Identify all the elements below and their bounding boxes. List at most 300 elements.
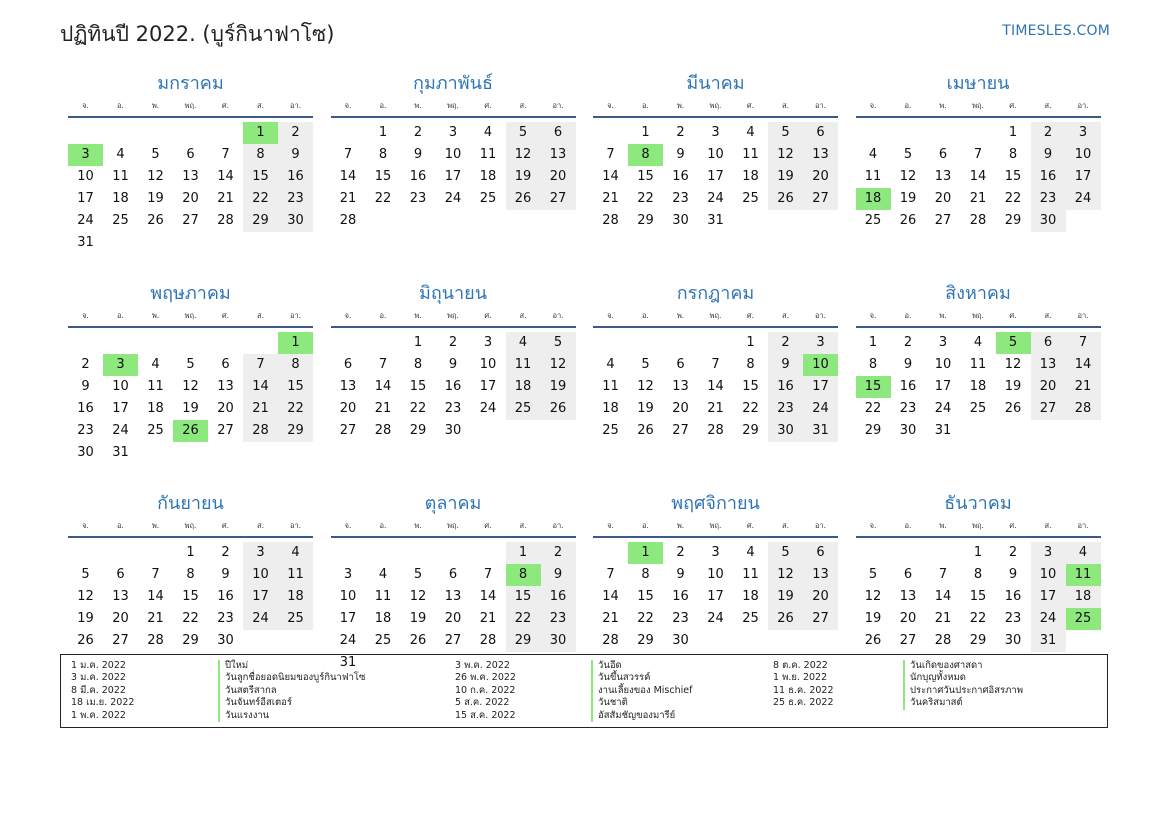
day-grid — [593, 122, 838, 232]
month-name: กรกฎาคม — [676, 283, 755, 304]
day-cell: 2 — [278, 122, 313, 144]
day-cell: 11 — [864, 169, 882, 184]
weekday-label: อา. — [1077, 101, 1089, 110]
day-cell: 2 — [413, 125, 423, 140]
day-grid — [331, 122, 576, 232]
day-cell: 14 — [707, 379, 724, 394]
day-cell: 29 — [243, 210, 278, 232]
weekday-label: ส. — [782, 521, 789, 530]
day-cell: 16 — [409, 169, 427, 184]
day-cell: 24 — [934, 401, 952, 416]
weekday-label: จ. — [82, 311, 89, 320]
day-cell: 20 — [182, 191, 199, 206]
month-calendar — [593, 72, 838, 254]
day-cell: 30 — [672, 633, 689, 648]
day-cell: 9 — [676, 567, 685, 582]
day-cell: 26 — [864, 633, 882, 648]
day-cell: 17 — [479, 379, 497, 394]
day-cell: 29 — [1004, 213, 1022, 228]
day-cell: 20 — [112, 611, 129, 626]
empty-cell — [926, 542, 961, 564]
day-cell: 12 — [541, 354, 576, 376]
day-cell: 16 — [278, 166, 313, 188]
day-cell: 12 — [768, 564, 803, 586]
month-name: ตุลาคม — [424, 493, 482, 514]
day-cell: 21 — [243, 398, 278, 420]
day-cell: 23 — [899, 401, 917, 416]
empty-cell — [366, 332, 401, 354]
month-calendar — [68, 492, 313, 674]
day-cell: 4 — [606, 357, 615, 372]
day-cell: 2 — [448, 335, 458, 350]
day-cell: 25 — [112, 213, 129, 228]
holiday-date: 11 ธ.ค. 2022 — [773, 684, 834, 696]
day-cell: 1 — [746, 335, 755, 350]
weekday-label: พ. — [676, 311, 685, 320]
day-cell: 27 — [444, 633, 462, 648]
day-cell: 5 — [81, 567, 90, 582]
day-cell: 27 — [182, 213, 199, 228]
day-cell: 25 — [864, 213, 882, 228]
day-grid — [856, 542, 1101, 652]
day-cell: 11 — [374, 589, 392, 604]
day-cell: 6 — [186, 147, 195, 162]
holiday-date: 15 ส.ค. 2022 — [455, 709, 516, 721]
day-cell: 10 — [1066, 144, 1101, 166]
day-cell: 26 — [768, 608, 803, 630]
weekday-label: พฤ. — [972, 521, 984, 530]
month-calendar — [856, 282, 1101, 464]
day-cell: 26 — [77, 633, 94, 648]
day-cell: 11 — [112, 169, 129, 184]
holiday-day-cell: 3 — [68, 144, 103, 166]
day-cell: 20 — [541, 166, 576, 188]
day-cell: 29 — [182, 633, 199, 648]
day-cell: 23 — [444, 401, 462, 416]
day-cell: 16 — [1031, 166, 1066, 188]
day-cell: 1 — [641, 125, 650, 140]
holiday-day-cell: 3 — [103, 354, 138, 376]
day-cell: 13 — [541, 144, 576, 166]
day-cell: 27 — [672, 423, 689, 438]
day-cell: 25 — [969, 401, 987, 416]
weekday-label: ส. — [519, 311, 527, 320]
weekday-label: พ. — [676, 521, 685, 530]
day-cell: 31 — [112, 445, 129, 460]
legend-date-column — [71, 660, 134, 722]
day-cell: 4 — [1066, 542, 1101, 564]
day-cell: 17 — [112, 401, 129, 416]
day-cell: 1 — [973, 545, 983, 560]
day-cell: 16 — [899, 379, 917, 394]
weekday-label: พ. — [939, 101, 947, 110]
weekday-label: จ. — [869, 521, 877, 530]
day-cell: 24 — [112, 423, 129, 438]
month-calendar — [593, 492, 838, 674]
day-cell: 19 — [864, 611, 882, 626]
empty-cell — [68, 332, 103, 354]
weekday-header — [593, 96, 838, 118]
empty-cell — [208, 122, 243, 144]
day-cell: 22 — [409, 401, 427, 416]
day-cell: 30 — [672, 213, 689, 228]
day-cell: 18 — [374, 611, 392, 626]
empty-cell — [891, 122, 926, 144]
day-cell: 21 — [217, 191, 234, 206]
day-cell: 19 — [1004, 379, 1022, 394]
weekday-label: อ. — [379, 101, 387, 110]
day-cell: 30 — [899, 423, 917, 438]
weekday-label: อา. — [814, 311, 827, 320]
empty-cell — [173, 122, 208, 144]
day-cell: 13 — [899, 589, 917, 604]
weekday-label: ส. — [519, 521, 527, 530]
weekday-label: จ. — [344, 101, 352, 110]
day-cell: 26 — [409, 633, 427, 648]
day-cell: 15 — [506, 586, 541, 608]
empty-cell — [593, 542, 628, 564]
day-cell: 7 — [938, 567, 948, 582]
holiday-name: วันลูกชื่อยอดนิยมของบูร์กินาฟาโซ — [218, 672, 365, 684]
day-cell: 2 — [1008, 545, 1018, 560]
day-cell: 13 — [182, 169, 199, 184]
day-cell: 29 — [506, 630, 541, 652]
day-cell: 23 — [278, 188, 313, 210]
empty-cell — [628, 332, 663, 354]
day-cell: 25 — [374, 633, 392, 648]
day-cell: 11 — [506, 354, 541, 376]
holiday-date: 8 มี.ค. 2022 — [71, 684, 126, 696]
day-cell: 26 — [506, 188, 541, 210]
weekday-label: อา. — [552, 101, 564, 110]
day-cell: 8 — [413, 357, 423, 372]
month-calendar — [856, 72, 1101, 254]
day-cell: 19 — [768, 586, 803, 608]
day-grid — [856, 122, 1101, 232]
holiday-date: 10 ก.ค. 2022 — [455, 684, 516, 696]
day-cell: 11 — [278, 564, 313, 586]
day-cell: 5 — [641, 357, 650, 372]
day-cell: 24 — [803, 398, 838, 420]
day-cell: 9 — [278, 144, 313, 166]
day-cell: 13 — [672, 379, 689, 394]
day-cell: 30 — [1031, 210, 1066, 232]
weekday-label: อา. — [814, 101, 827, 110]
day-cell: 7 — [221, 147, 230, 162]
day-cell: 2 — [768, 332, 803, 354]
day-cell: 25 — [742, 191, 759, 206]
day-cell: 21 — [707, 401, 724, 416]
day-cell: 3 — [1066, 122, 1101, 144]
empty-cell — [471, 542, 506, 564]
weekday-label: จ. — [607, 101, 614, 110]
day-cell: 24 — [339, 633, 357, 648]
weekday-header — [593, 306, 838, 328]
day-cell: 27 — [899, 633, 917, 648]
day-cell: 24 — [243, 608, 278, 630]
weekday-label: อ. — [642, 101, 649, 110]
day-grid — [68, 542, 313, 652]
weekday-label: พ. — [414, 521, 422, 530]
day-cell: 27 — [339, 423, 357, 438]
day-cell: 11 — [479, 147, 497, 162]
day-cell: 15 — [969, 589, 987, 604]
day-cell: 11 — [742, 567, 759, 582]
holiday-name: ประกาศวันประกาศอิสรภาพ — [903, 685, 1023, 697]
weekday-label: พ. — [939, 311, 947, 320]
day-cell: 1 — [1008, 125, 1018, 140]
day-cell: 4 — [483, 125, 493, 140]
day-cell: 19 — [506, 166, 541, 188]
day-cell: 13 — [803, 144, 838, 166]
holiday-name: วันขึ้นสวรรค์ — [591, 672, 692, 684]
day-cell: 7 — [343, 147, 353, 162]
month-name: พฤศจิกายน — [671, 493, 760, 514]
day-cell: 29 — [969, 633, 987, 648]
empty-cell — [663, 332, 698, 354]
day-cell: 4 — [746, 545, 755, 560]
day-cell: 16 — [1004, 589, 1022, 604]
day-cell: 27 — [803, 608, 838, 630]
day-cell: 10 — [243, 564, 278, 586]
day-cell: 1 — [506, 542, 541, 564]
day-cell: 12 — [77, 589, 94, 604]
weekday-label: ส. — [257, 311, 264, 320]
weekday-label: จ. — [607, 521, 614, 530]
day-cell: 23 — [768, 398, 803, 420]
day-cell: 19 — [182, 401, 199, 416]
holiday-date: 3 ม.ค. 2022 — [71, 672, 126, 684]
day-cell: 6 — [803, 122, 838, 144]
empty-cell — [856, 122, 891, 144]
day-cell: 14 — [217, 169, 234, 184]
day-cell: 18 — [602, 401, 619, 416]
day-cell: 14 — [602, 589, 619, 604]
holiday-name: วันคริสมาสต์ — [903, 697, 1023, 709]
day-cell: 10 — [112, 379, 129, 394]
day-cell: 13 — [1031, 354, 1066, 376]
day-cell: 21 — [147, 611, 164, 626]
holiday-legend — [60, 654, 1108, 728]
day-cell: 7 — [483, 567, 493, 582]
day-cell: 17 — [444, 169, 462, 184]
day-cell: 3 — [243, 542, 278, 564]
weekday-header — [331, 306, 576, 328]
empty-cell — [331, 332, 366, 354]
day-cell: 28 — [1066, 398, 1101, 420]
weekday-label: อา. — [289, 101, 302, 110]
day-cell: 8 — [746, 357, 755, 372]
day-cell: 27 — [803, 188, 838, 210]
weekday-label: พ. — [414, 101, 422, 110]
day-cell: 10 — [707, 567, 724, 582]
weekday-label: อ. — [904, 521, 912, 530]
day-cell: 4 — [746, 125, 755, 140]
day-cell: 12 — [409, 589, 427, 604]
day-cell: 31 — [1031, 630, 1066, 652]
day-cell: 6 — [343, 357, 353, 372]
weekday-label: อา. — [289, 521, 302, 530]
day-cell: 21 — [479, 611, 497, 626]
day-cell: 9 — [448, 357, 458, 372]
day-cell: 20 — [217, 401, 234, 416]
weekday-label: พฤ. — [184, 101, 197, 110]
day-cell: 7 — [711, 357, 720, 372]
month-name: มิถุนายน — [418, 283, 488, 304]
day-cell: 19 — [637, 401, 654, 416]
weekday-label: พฤ. — [709, 101, 722, 110]
day-cell: 31 — [707, 213, 724, 228]
day-cell: 25 — [602, 423, 619, 438]
day-cell: 23 — [672, 191, 689, 206]
day-cell: 19 — [541, 376, 576, 398]
month-calendar — [68, 72, 313, 254]
weekday-header — [856, 516, 1101, 538]
day-cell: 20 — [339, 401, 357, 416]
day-cell: 20 — [672, 401, 689, 416]
day-cell: 13 — [444, 589, 462, 604]
day-cell: 12 — [147, 169, 164, 184]
weekday-label: ส. — [519, 101, 527, 110]
weekday-label: อ. — [642, 521, 649, 530]
day-cell: 2 — [676, 125, 685, 140]
day-cell: 21 — [1066, 376, 1101, 398]
day-cell: 28 — [217, 213, 234, 228]
day-cell: 7 — [243, 354, 278, 376]
legend-name-column — [903, 660, 1023, 710]
legend-name-column — [218, 660, 365, 722]
day-cell: 26 — [1004, 401, 1022, 416]
holiday-date: 1 พ.ย. 2022 — [773, 672, 828, 684]
day-cell: 6 — [803, 542, 838, 564]
day-cell: 22 — [1004, 191, 1022, 206]
weekday-label: ศ. — [1009, 311, 1017, 320]
day-cell: 19 — [768, 166, 803, 188]
weekday-label: อา. — [1077, 311, 1089, 320]
weekday-label: ศ. — [746, 521, 755, 530]
day-cell: 3 — [803, 332, 838, 354]
day-grid — [856, 332, 1101, 442]
day-cell: 5 — [768, 122, 803, 144]
weekday-label: พฤ. — [447, 521, 459, 530]
day-cell: 11 — [742, 147, 759, 162]
holiday-day-cell: 1 — [243, 122, 278, 144]
day-cell: 18 — [742, 169, 759, 184]
day-cell: 14 — [602, 169, 619, 184]
holiday-name: นักบุญทั้งหมด — [903, 672, 1023, 684]
day-cell: 17 — [803, 376, 838, 398]
day-cell: 13 — [339, 379, 357, 394]
day-cell: 28 — [243, 420, 278, 442]
day-cell: 20 — [803, 586, 838, 608]
holiday-date: 18 เม.ย. 2022 — [71, 697, 135, 709]
month-calendar — [331, 282, 576, 464]
day-cell: 23 — [672, 611, 689, 626]
day-cell: 14 — [1066, 354, 1101, 376]
weekday-label: จ. — [82, 101, 89, 110]
weekday-label: ศ. — [1009, 101, 1017, 110]
day-cell: 20 — [1031, 376, 1066, 398]
day-cell: 14 — [479, 589, 497, 604]
empty-cell — [103, 122, 138, 144]
day-cell: 1 — [186, 545, 195, 560]
day-grid — [593, 542, 838, 652]
day-cell: 3 — [938, 335, 948, 350]
weekday-label: พฤ. — [184, 311, 197, 320]
day-cell: 14 — [374, 379, 392, 394]
day-cell: 17 — [707, 169, 724, 184]
day-cell: 3 — [448, 125, 458, 140]
day-cell: 26 — [637, 423, 654, 438]
empty-cell — [103, 542, 138, 564]
day-cell: 19 — [147, 191, 164, 206]
day-cell: 4 — [506, 332, 541, 354]
day-cell: 22 — [864, 401, 882, 416]
day-cell: 22 — [182, 611, 199, 626]
empty-cell — [331, 542, 366, 564]
day-cell: 28 — [602, 213, 619, 228]
weekday-label: จ. — [344, 521, 352, 530]
holiday-name: วันแรงงาน — [218, 710, 365, 722]
day-cell: 12 — [768, 144, 803, 166]
holiday-name: ปีใหม่ — [218, 660, 365, 672]
page-title: ปฏิทินปี 2022. (บูร์กินาฟาโซ) — [60, 22, 335, 46]
weekday-label: พ. — [414, 311, 422, 320]
weekday-label: พฤ. — [709, 311, 722, 320]
day-cell: 28 — [147, 633, 164, 648]
day-cell: 25 — [479, 191, 497, 206]
day-cell: 30 — [444, 423, 462, 438]
holiday-day-cell: 8 — [628, 144, 663, 166]
empty-cell — [68, 542, 103, 564]
weekday-label: พ. — [939, 521, 947, 530]
day-cell: 4 — [116, 147, 125, 162]
weekday-label: พ. — [151, 521, 160, 530]
brand-link[interactable]: TIMESLES.COM — [1002, 23, 1110, 39]
day-cell: 16 — [444, 379, 462, 394]
weekday-label: พ. — [151, 311, 160, 320]
day-cell: 15 — [409, 379, 427, 394]
day-cell: 13 — [217, 379, 234, 394]
holiday-date: 26 พ.ค. 2022 — [455, 672, 516, 684]
day-cell: 23 — [409, 191, 427, 206]
day-cell: 27 — [541, 188, 576, 210]
holiday-day-cell: 11 — [1066, 564, 1101, 586]
weekday-header — [331, 516, 576, 538]
day-cell: 2 — [1031, 122, 1066, 144]
month-name: เมษายน — [946, 73, 1010, 94]
day-cell: 17 — [934, 379, 952, 394]
day-cell: 9 — [768, 354, 803, 376]
day-cell: 13 — [112, 589, 129, 604]
holiday-name: งานเลี้ยงของ Mischief — [591, 685, 692, 697]
day-cell: 10 — [339, 589, 357, 604]
weekday-label: จ. — [869, 311, 877, 320]
empty-cell — [593, 122, 628, 144]
day-cell: 13 — [934, 169, 952, 184]
empty-cell — [68, 122, 103, 144]
empty-cell — [436, 542, 471, 564]
holiday-day-cell: 8 — [506, 564, 541, 586]
holiday-name: วันอีด — [591, 660, 692, 672]
holiday-name: วันเกิดของศาสดา — [903, 660, 1023, 672]
day-cell: 19 — [899, 191, 917, 206]
day-cell: 5 — [413, 567, 423, 582]
day-cell: 5 — [506, 122, 541, 144]
day-cell: 16 — [541, 586, 576, 608]
day-cell: 16 — [217, 589, 234, 604]
day-cell: 17 — [1066, 166, 1101, 188]
